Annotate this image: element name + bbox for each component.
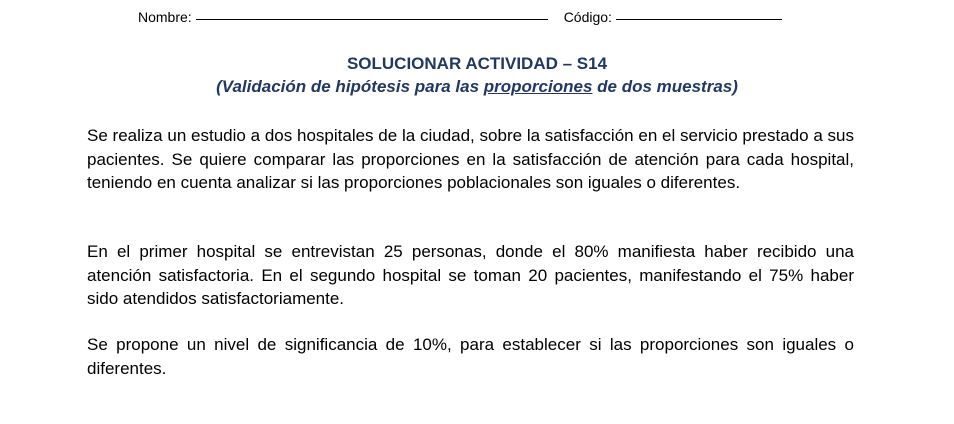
document-subtitle bbox=[0, 77, 954, 97]
nombre-blank-line bbox=[196, 5, 548, 20]
document-title: SOLUCIONAR ACTIVIDAD – S14 bbox=[346, 54, 608, 73]
subtitle-prefix: (Validación de hipótesis para las bbox=[216, 77, 484, 96]
nombre-label: Nombre: bbox=[138, 9, 192, 25]
paragraph-study-description: Se realiza un estudio a dos hospitales de la ciudad, sobre la satisfacción en el servicio prestado a sus pacientes. Se quiere comparar las proporciones en la satisfacción de atención para cada hospital, teniendo en cuenta analizar si las proporciones poblacionales son iguales o diferentes. bbox=[87, 126, 854, 192]
codigo-blank-line bbox=[616, 5, 782, 20]
subtitle-underlined-word: proporciones bbox=[483, 77, 593, 96]
paragraph-significance-level: Se propone un nivel de significancia de 10%, para establecer si las proporciones son iguales o diferentes. bbox=[87, 335, 854, 378]
subtitle-suffix: de dos muestras) bbox=[592, 77, 738, 96]
student-info-header bbox=[138, 7, 782, 25]
codigo-label: Código: bbox=[563, 9, 612, 25]
paragraph-hospital-data: En el primer hospital se entrevistan 25 personas, donde el 80% manifiesta haber recibido una atención satisfactoria. En el segundo hospital se toman 20 pacientes, manifestando el 75% haber sido atendidos satisfactoriamente. bbox=[87, 242, 854, 308]
